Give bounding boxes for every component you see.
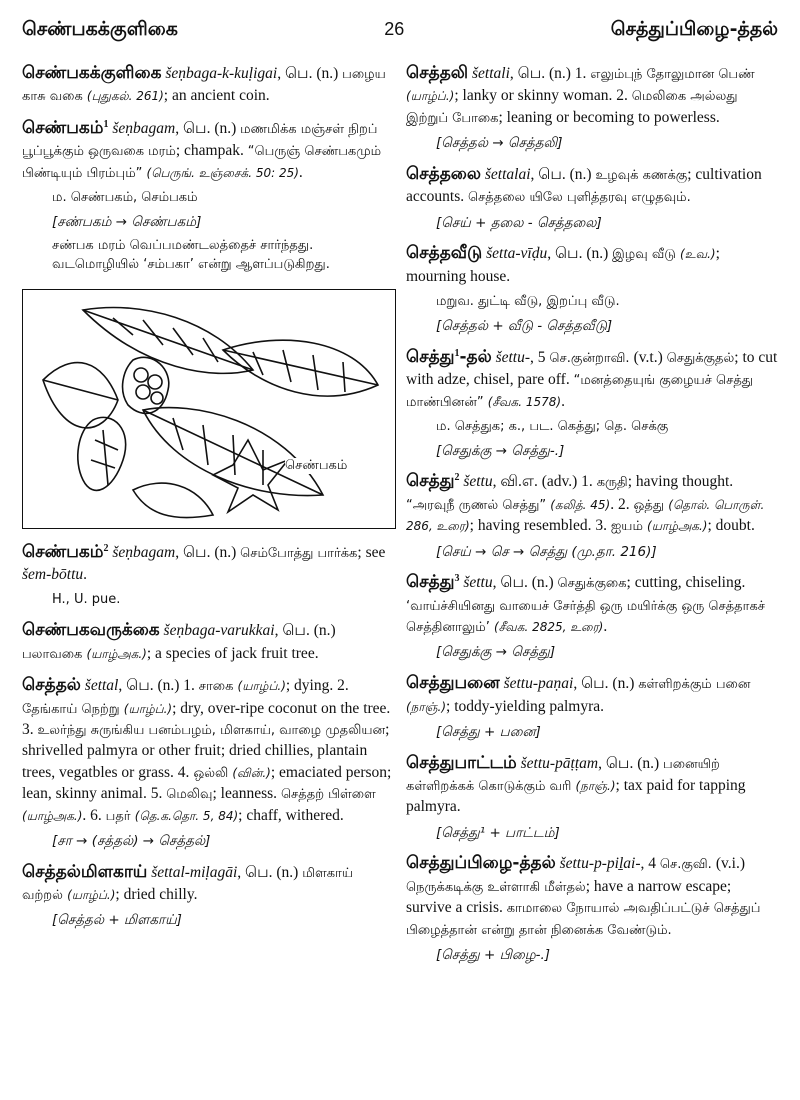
dictionary-entry [406, 571, 778, 662]
definition-text: , பெ. (n.) [492, 574, 558, 592]
entry-definition [22, 541, 394, 586]
transliteration: šettal [84, 677, 119, 695]
definition-text: மெலிவு [166, 787, 213, 803]
entry-headword: செண்பகம் [22, 117, 104, 138]
etymology: [செத்து¹ + பாட்டம்] [436, 824, 560, 841]
dictionary-entry [22, 861, 394, 930]
entry-definition [22, 117, 394, 183]
definition-text: ; emaciated person; lean, skinny animal. 5. [22, 763, 392, 803]
columns [22, 62, 778, 975]
figure-caption: செண்பகம் [285, 457, 348, 473]
entry-definition [22, 619, 394, 664]
definition-text: ஐயம் [610, 519, 648, 535]
header-left-guideword: செண்பகக்குளிகை [22, 18, 178, 40]
transliteration: šeṇbaga-k-kuḷigai [165, 65, 278, 82]
entry-definition [406, 752, 778, 818]
definition-text: ; see [357, 543, 386, 561]
homonym-number: 1 [103, 118, 109, 130]
definition-text: கள்ளிறக்கும் பனை [638, 677, 751, 693]
entry-definition [406, 470, 778, 536]
transliteration: šeṇbagam [112, 543, 176, 561]
definition-text: . [83, 566, 88, 584]
definition-text: பழைய காசு வகை [22, 67, 386, 105]
usage-note: சண்பக மரம் வெப்பமண்டலத்தைச் சார்ந்தது. வடமொழியில் ‘சம்பகா’ என்று ஆளப்படுகிறது. [52, 237, 330, 273]
definition-text: ; cutting, chiseling. [626, 574, 746, 592]
homonym-number: 2 [103, 542, 109, 554]
entry-headword: செண்பகக்குளிகை [22, 63, 162, 83]
definition-text: . [298, 163, 303, 181]
definition-text: செதுக்குகை [557, 576, 627, 592]
entry-headword: செண்பகவருக்கை [22, 620, 160, 641]
entry-definition [22, 674, 394, 826]
transliteration: šettalai [484, 165, 531, 183]
definition-text: , பெ. (n.) [598, 754, 664, 772]
definition-text: ; leaning or becoming to powerless. [498, 108, 720, 126]
definition-text: (யாழ்ப்.) [123, 701, 173, 716]
definition-text: உழவுக் கணக்கு [595, 167, 688, 183]
entry-headword: செத்து [406, 346, 455, 367]
definition-text: (யாழ்அக.) [86, 646, 147, 661]
definition-text: மணமிக்க மஞ்சள் நிறப் பூப்பூக்கும் ஒருவகை மரம் [22, 121, 378, 160]
definition-text: காமாலை நோயால் அவதிப்பட்டுச் செத்துப் பிழைத்தான் என்று தான் நினைக்க வேண்டும். [406, 901, 761, 938]
entry-definition [406, 346, 778, 412]
definition-text: ‘வாய்ச்சியினது வாயைச் சேர்த்தி ஒரு மயிர்க்கு ஒரு செத்தாகச் செத்தினாலும்’ [406, 598, 765, 636]
definition-text: , பெ. (n.) [237, 863, 303, 881]
definition-text: செதுக்குதல் [666, 350, 735, 366]
definition-text: ; champak. [175, 142, 248, 160]
etymology: [செத்து + பிழை-.] [436, 946, 551, 963]
definition-text: ; chaff, withered. [238, 806, 344, 824]
definition-text: (சீவக. 1578) [487, 394, 562, 409]
definition-text: , பெ. (n.) [530, 165, 596, 183]
homonym-number: 3 [454, 573, 460, 585]
transliteration: šetta-vīḍu [486, 245, 548, 263]
transliteration: šettu- [495, 348, 531, 366]
definition-text: (நாஞ்.) [575, 779, 616, 793]
definition-text: , பெ. (n.) 1. [509, 65, 591, 82]
definition-text: “பெருஞ் செண்பகமும் பிண்டியும் பிரம்பும்” [22, 144, 382, 181]
definition-text: . 6. [82, 806, 106, 824]
entry-headword: செத்துபனை [406, 673, 500, 694]
dictionary-entry [406, 672, 778, 741]
definition-text: (வின்.) [232, 765, 271, 780]
header-right-guideword: செத்துப்பிழை-த்தல் [610, 18, 778, 40]
definition-text: ; doubt. [707, 517, 755, 535]
definition-text: உலர்ந்து சுருங்கிய பனம்பழம், மிளகாய், வாழை முதலியன [37, 723, 386, 739]
transliteration: šettu-p-piḻai- [559, 855, 641, 873]
entry-definition [22, 861, 394, 906]
etymology: [செதுக்கு → செத்து] [436, 644, 556, 661]
definition-text: செ.குன்றாவி. [549, 350, 634, 366]
definition-text: ; mourning house. [406, 245, 720, 285]
dictionary-entry [22, 117, 394, 275]
definition-text: (தெ.க.தொ. 5, 84) [134, 808, 239, 823]
transliteration: šettali [471, 65, 510, 82]
entry-headword: செண்பகம் [22, 541, 104, 562]
transliteration: šeṇbagam [112, 119, 176, 137]
definition-text: ; tax paid for tapping palmyra. [406, 777, 746, 816]
dictionary-entry [406, 852, 778, 964]
dictionary-entry [406, 242, 778, 335]
definition-text: ; cultivation accounts. [406, 165, 762, 206]
definition-text: செம்போத்து பார்க்க [240, 545, 358, 561]
definition-text: (கலித். 45) [550, 497, 611, 512]
definition-text: ; having resembled. 3. [469, 517, 611, 535]
definition-text: ; leanness. [212, 785, 281, 803]
definition-text: (யாழ்ப்.) [406, 89, 455, 104]
definition-text: பதர் [105, 808, 135, 824]
entry-definition [406, 571, 778, 637]
cognates: ம. செண்பகம், செம்பகம் [52, 190, 198, 206]
definition-text: ஒல்லி [193, 765, 233, 781]
entry-definition [22, 62, 394, 107]
definition-text: தேங்காய் நெற்று [22, 701, 124, 717]
definition-text: ; shrivelled palmyra or other fruit; dried chillies, plantain trees, vegatbles or grass. 4. [22, 721, 390, 781]
definition-text: , பெ. (n.) [277, 65, 343, 82]
definition-text: (v.t.) [633, 348, 667, 366]
definition-text: , பெ. (n.) [175, 119, 241, 137]
page-header [22, 18, 778, 52]
definition-text: , பெ. (n.) [547, 245, 613, 263]
entry-headword: செத்து [406, 572, 455, 593]
headword-suffix: -தல் [459, 346, 492, 367]
entry-headword: செத்து [406, 471, 455, 492]
definition-text: செத்தலை யிலே புளித்தரவு எழுதவும். [467, 190, 691, 206]
definition-text: “மனத்தையுங் குழையச் செத்து மாண்பினன்” [406, 373, 754, 410]
entry-headword: செத்தலி [406, 63, 469, 83]
etymology: [சண்பகம் → செண்பகம்] [52, 213, 202, 230]
definition-text: (யாழ்ப்.) [237, 679, 286, 694]
cognates: ம. செத்துக; க., பட. கெத்து; தெ. செக்கு [436, 418, 669, 434]
definition-text: (சீவக. 2825, உரை) [493, 620, 604, 635]
definition-text: (உவ.) [680, 247, 716, 262]
etymology: [செத்தல் + வீடு - செத்தவீடு] [436, 318, 613, 335]
champak-leaf-illustration-icon [23, 290, 395, 528]
definition-text: (யாழ்அக.) [647, 519, 708, 534]
definition-text: (தொல். பொருள். 286, உரை) [406, 497, 765, 534]
etymology: [செய் → செ → செத்து (மு.தா. 216)] [436, 543, 657, 560]
etymology: [செத்தல் → செத்தலி] [436, 135, 563, 152]
definition-text: (யாழ்அக.) [22, 808, 83, 823]
definition-text: ; an ancient coin. [163, 87, 270, 105]
transliteration: šeṇbaga-varukkai [163, 622, 275, 640]
definition-text: இழவு வீடு [612, 247, 681, 263]
etymology: [செத்தல் + மிளகாய்] [52, 912, 182, 929]
entry-headword: செத்துப்பிழை-த்தல் [406, 853, 556, 874]
definition-text: . 2. [610, 495, 634, 513]
definition-text: . [561, 392, 565, 410]
entry-headword: செத்தவீடு [406, 243, 483, 264]
definition-text: கருதி [596, 475, 628, 491]
definition-text: ; toddy-yielding palmyra. [446, 697, 605, 715]
entry-headword: செத்தலை [406, 163, 481, 184]
definition-text: , 4 [640, 855, 660, 873]
left-column [22, 62, 394, 975]
page-number: 26 [384, 19, 405, 39]
transliteration: šettu [463, 574, 493, 592]
transliteration: šettal-miḷagāi [151, 863, 238, 881]
definition-text: நெருக்கடிக்கு உள்ளாகி மீள்தல் [406, 879, 586, 895]
definition-text: , வி.எ. (adv.) 1. [492, 473, 597, 491]
definition-text: , பெ. (n.) [274, 622, 336, 640]
etymology: [சா → (சத்தல்) → செத்தல்] [52, 832, 211, 849]
entry-headword: செத்துபாட்டம் [406, 752, 517, 773]
entry-definition [406, 62, 778, 128]
definition-text: , 5 [530, 348, 550, 366]
definition-text: 1. [183, 677, 199, 695]
definition-text: “அரவுநீ ருணல் செத்து” [406, 497, 551, 513]
definition-text: ; dried chilly. [115, 885, 198, 903]
dictionary-entry [406, 470, 778, 561]
etymology: [செதுக்கு → செத்து-.] [436, 442, 565, 459]
entry-definition [406, 163, 778, 208]
definition-text: செத்தற் பிள்ளை [280, 787, 376, 803]
definition-text: (v.i.) [715, 855, 745, 873]
transliteration: šettu [463, 473, 493, 491]
definition-text: ஒத்து [633, 497, 669, 513]
entry-definition [406, 242, 778, 287]
entry-headword: செத்தல் [22, 675, 81, 696]
definition-text: (பெருங். உஞ்சைக். 50: 25) [146, 165, 299, 180]
etymology: [செய் + தலை - செத்தலை] [436, 214, 602, 231]
entry-definition [406, 852, 778, 940]
definition-text: மெலிகை அல்லது இற்றுப் போகை [406, 89, 738, 126]
cognates: மறுவ. துட்டி வீடு, இறப்பு வீடு. [436, 294, 620, 310]
dictionary-entry [22, 541, 394, 610]
entry-definition [406, 672, 778, 717]
definition-text: . [603, 618, 608, 636]
right-column [406, 62, 778, 975]
cognates: H., U. pue. [52, 592, 121, 608]
homonym-number: 1 [454, 347, 460, 359]
etymology: [செத்து + பனை] [436, 723, 541, 740]
definition-text: ; dying. 2. [285, 677, 349, 695]
definition-text: மிளகாய் வற்றல் [22, 865, 353, 903]
definition-text: šem-bōttu [22, 566, 84, 584]
definition-text: (நாஞ்.) [406, 699, 447, 714]
definition-text: , பெ. (n.) [175, 543, 241, 561]
definition-text: (யாழ்ப்.) [67, 887, 116, 902]
dictionary-entry [22, 619, 394, 664]
definition-text: , பெ. (n.) [118, 677, 184, 695]
definition-text: எலும்புந் தோலுமான பெண் [590, 67, 755, 82]
definition-text: செ.குவி. [659, 857, 716, 873]
dictionary-entry [22, 62, 394, 107]
homonym-number: 2 [454, 472, 460, 484]
dictionary-entry [406, 346, 778, 461]
transliteration: šettu-paṇai [503, 675, 574, 693]
definition-text: , பெ. (n.) [573, 675, 639, 693]
dictionary-entry [406, 752, 778, 843]
dictionary-entry [22, 674, 394, 850]
definition-text: பலாவகை [22, 646, 87, 662]
definition-text: சாகை [198, 679, 238, 695]
definition-text: பனையிற் கள்ளிறக்கக் கொடுக்கும் வரி [406, 756, 720, 794]
dictionary-entry [406, 163, 778, 232]
dictionary-entry [406, 62, 778, 153]
definition-text: (புதுகல். 261) [86, 89, 164, 104]
definition-text: ; a species of jack fruit tree. [146, 644, 319, 662]
definition-text: ; to cut with adze, chisel, pare off. [406, 348, 778, 389]
definition-text: ; dry, over-ripe coconut on the tree. 3. [22, 699, 391, 739]
entry-headword: செத்தல்மிளகாய் [22, 861, 148, 882]
definition-text: ; having thought. [627, 473, 734, 491]
champak-illustration [22, 289, 396, 529]
definition-text: ; lanky or skinny woman. 2. [454, 87, 632, 105]
definition-text: ; have a narrow escape; survive a crisis. [406, 877, 732, 917]
transliteration: šettu-pāṭṭam [520, 754, 599, 772]
